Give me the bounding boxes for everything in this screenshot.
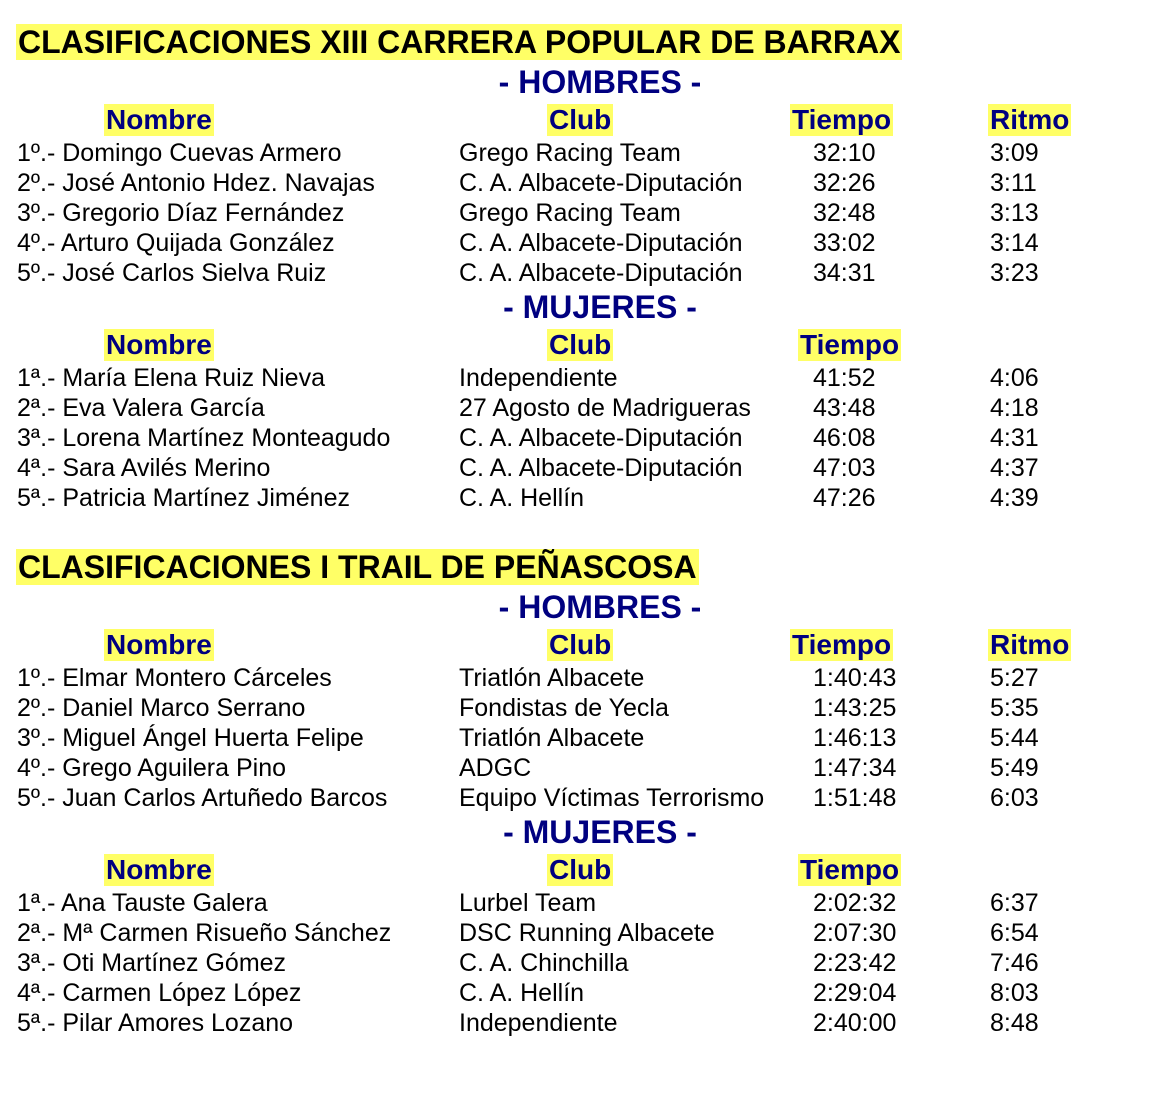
table-row	[0, 888, 1166, 918]
runner-name: 3ª.- Lorena Martínez Monteagudo	[17, 424, 391, 452]
runner-time: 47:03	[813, 454, 876, 482]
runner-pace: 4:39	[990, 484, 1039, 512]
runner-pace: 3:09	[990, 139, 1039, 167]
header-time: Tiempo	[800, 854, 900, 885]
table-row	[0, 198, 1166, 228]
runner-club: C. A. Albacete-Diputación	[459, 229, 743, 257]
table-row	[0, 393, 1166, 423]
runner-club: ADGC	[459, 754, 532, 782]
runner-pace: 3:14	[990, 229, 1039, 257]
runner-pace: 5:49	[990, 754, 1039, 782]
runner-club: Triatlón Albacete	[459, 664, 645, 692]
section-title: CLASIFICACIONES I TRAIL DE PEÑASCOSA	[18, 549, 697, 585]
runner-club: Fondistas de Yecla	[459, 694, 669, 722]
header-time: Tiempo	[792, 629, 892, 660]
runner-name: 1º.- Domingo Cuevas Armero	[17, 139, 342, 167]
runner-club: C. A. Albacete-Diputación	[459, 424, 743, 452]
category-heading-women: - MUJERES -	[503, 814, 697, 850]
table-row	[0, 138, 1166, 168]
runner-club: Lurbel Team	[459, 889, 597, 917]
table-row	[0, 693, 1166, 723]
runner-time: 1:40:43	[813, 664, 897, 692]
runner-club: Grego Racing Team	[459, 199, 681, 227]
header-club: Club	[549, 854, 612, 885]
table-row	[0, 978, 1166, 1008]
table-row	[0, 453, 1166, 483]
runner-club: DSC Running Albacete	[459, 919, 715, 947]
table-row	[0, 363, 1166, 393]
runner-name: 4º.- Arturo Quijada González	[17, 229, 335, 257]
runner-pace: 4:37	[990, 454, 1039, 482]
runner-time: 1:43:25	[813, 694, 897, 722]
runner-pace: 6:03	[990, 784, 1039, 812]
runner-time: 34:31	[813, 259, 876, 287]
table-row	[0, 783, 1166, 813]
section-title: CLASIFICACIONES XIII CARRERA POPULAR DE BARRAX	[18, 24, 901, 60]
table-row	[0, 723, 1166, 753]
header-name: Nombre	[106, 329, 212, 360]
runner-club: Independiente	[459, 364, 618, 392]
runner-time: 32:48	[813, 199, 876, 227]
runner-name: 1ª.- María Elena Ruiz Nieva	[17, 364, 325, 392]
runner-name: 2ª.- Mª Carmen Risueño Sánchez	[17, 919, 392, 947]
header-pace: Ritmo	[990, 104, 1070, 135]
header-time: Tiempo	[792, 104, 892, 135]
runner-name: 3º.- Gregorio Díaz Fernández	[17, 199, 345, 227]
header-club: Club	[549, 629, 612, 660]
runner-club: C. A. Hellín	[459, 979, 585, 1007]
table-row	[0, 753, 1166, 783]
runner-club: C. A. Chinchilla	[459, 949, 629, 977]
table-row	[0, 918, 1166, 948]
runner-name: 5º.- Juan Carlos Artuñedo Barcos	[17, 784, 388, 812]
runner-name: 2º.- Daniel Marco Serrano	[17, 694, 306, 722]
runner-pace: 5:44	[990, 724, 1039, 752]
runner-time: 41:52	[813, 364, 876, 392]
header-name: Nombre	[106, 629, 212, 660]
table-row	[0, 423, 1166, 453]
runner-time: 2:40:00	[813, 1009, 897, 1037]
runner-time: 46:08	[813, 424, 876, 452]
runner-club: Grego Racing Team	[459, 139, 681, 167]
category-heading-women: - MUJERES -	[503, 289, 697, 325]
runner-club: Triatlón Albacete	[459, 724, 645, 752]
header-pace: Ritmo	[990, 629, 1070, 660]
runner-club: Equipo Víctimas Terrorismo	[459, 784, 765, 812]
runner-time: 47:26	[813, 484, 876, 512]
table-row	[0, 483, 1166, 513]
runner-time: 2:29:04	[813, 979, 897, 1007]
runner-club: C. A. Albacete-Diputación	[459, 169, 743, 197]
table-row	[0, 168, 1166, 198]
runner-name: 5ª.- Pilar Amores Lozano	[17, 1009, 294, 1037]
header-name: Nombre	[106, 104, 212, 135]
category-heading-men: - HOMBRES -	[498, 589, 702, 625]
runner-time: 32:10	[813, 139, 876, 167]
runner-pace: 7:46	[990, 949, 1039, 977]
runner-name: 2ª.- Eva Valera García	[17, 394, 265, 422]
runner-name: 4ª.- Carmen López López	[17, 979, 302, 1007]
header-club: Club	[549, 329, 612, 360]
runner-time: 2:02:32	[813, 889, 897, 917]
runner-pace: 3:11	[990, 169, 1037, 197]
runner-pace: 4:06	[990, 364, 1039, 392]
header-name: Nombre	[106, 854, 212, 885]
runner-pace: 4:31	[990, 424, 1039, 452]
runner-pace: 5:27	[990, 664, 1039, 692]
header-time: Tiempo	[800, 329, 900, 360]
runner-pace: 3:13	[990, 199, 1039, 227]
runner-name: 5º.- José Carlos Sielva Ruiz	[17, 259, 327, 287]
table-row	[0, 258, 1166, 288]
runner-name: 3º.- Miguel Ángel Huerta Felipe	[17, 724, 364, 752]
runner-time: 1:46:13	[813, 724, 897, 752]
runner-name: 3ª.- Oti Martínez Gómez	[17, 949, 287, 977]
runner-pace: 5:35	[990, 694, 1039, 722]
runner-time: 1:51:48	[813, 784, 897, 812]
header-club: Club	[549, 104, 612, 135]
runner-name: 5ª.- Patricia Martínez Jiménez	[17, 484, 350, 512]
runner-time: 1:47:34	[813, 754, 897, 782]
runner-club: C. A. Albacete-Diputación	[459, 259, 743, 287]
runner-pace: 8:03	[990, 979, 1039, 1007]
runner-time: 2:23:42	[813, 949, 897, 977]
runner-pace: 8:48	[990, 1009, 1039, 1037]
runner-time: 33:02	[813, 229, 876, 257]
table-row	[0, 948, 1166, 978]
runner-time: 32:26	[813, 169, 876, 197]
runner-name: 1ª.- Ana Tauste Galera	[17, 889, 268, 917]
runner-club: C. A. Albacete-Diputación	[459, 454, 743, 482]
runner-club: Independiente	[459, 1009, 618, 1037]
runner-pace: 3:23	[990, 259, 1039, 287]
runner-name: 4º.- Grego Aguilera Pino	[17, 754, 287, 782]
runner-name: 2º.- José Antonio Hdez. Navajas	[17, 169, 375, 197]
runner-club: C. A. Hellín	[459, 484, 585, 512]
runner-pace: 6:37	[990, 889, 1039, 917]
runner-time: 2:07:30	[813, 919, 897, 947]
runner-pace: 6:54	[990, 919, 1039, 947]
table-row	[0, 663, 1166, 693]
table-row	[0, 1008, 1166, 1038]
runner-pace: 4:18	[990, 394, 1039, 422]
table-row	[0, 228, 1166, 258]
runner-name: 1º.- Elmar Montero Cárceles	[17, 664, 332, 692]
category-heading-men: - HOMBRES -	[498, 64, 702, 100]
runner-club: 27 Agosto de Madrigueras	[459, 394, 751, 422]
runner-name: 4ª.- Sara Avilés Merino	[17, 454, 271, 482]
runner-time: 43:48	[813, 394, 876, 422]
